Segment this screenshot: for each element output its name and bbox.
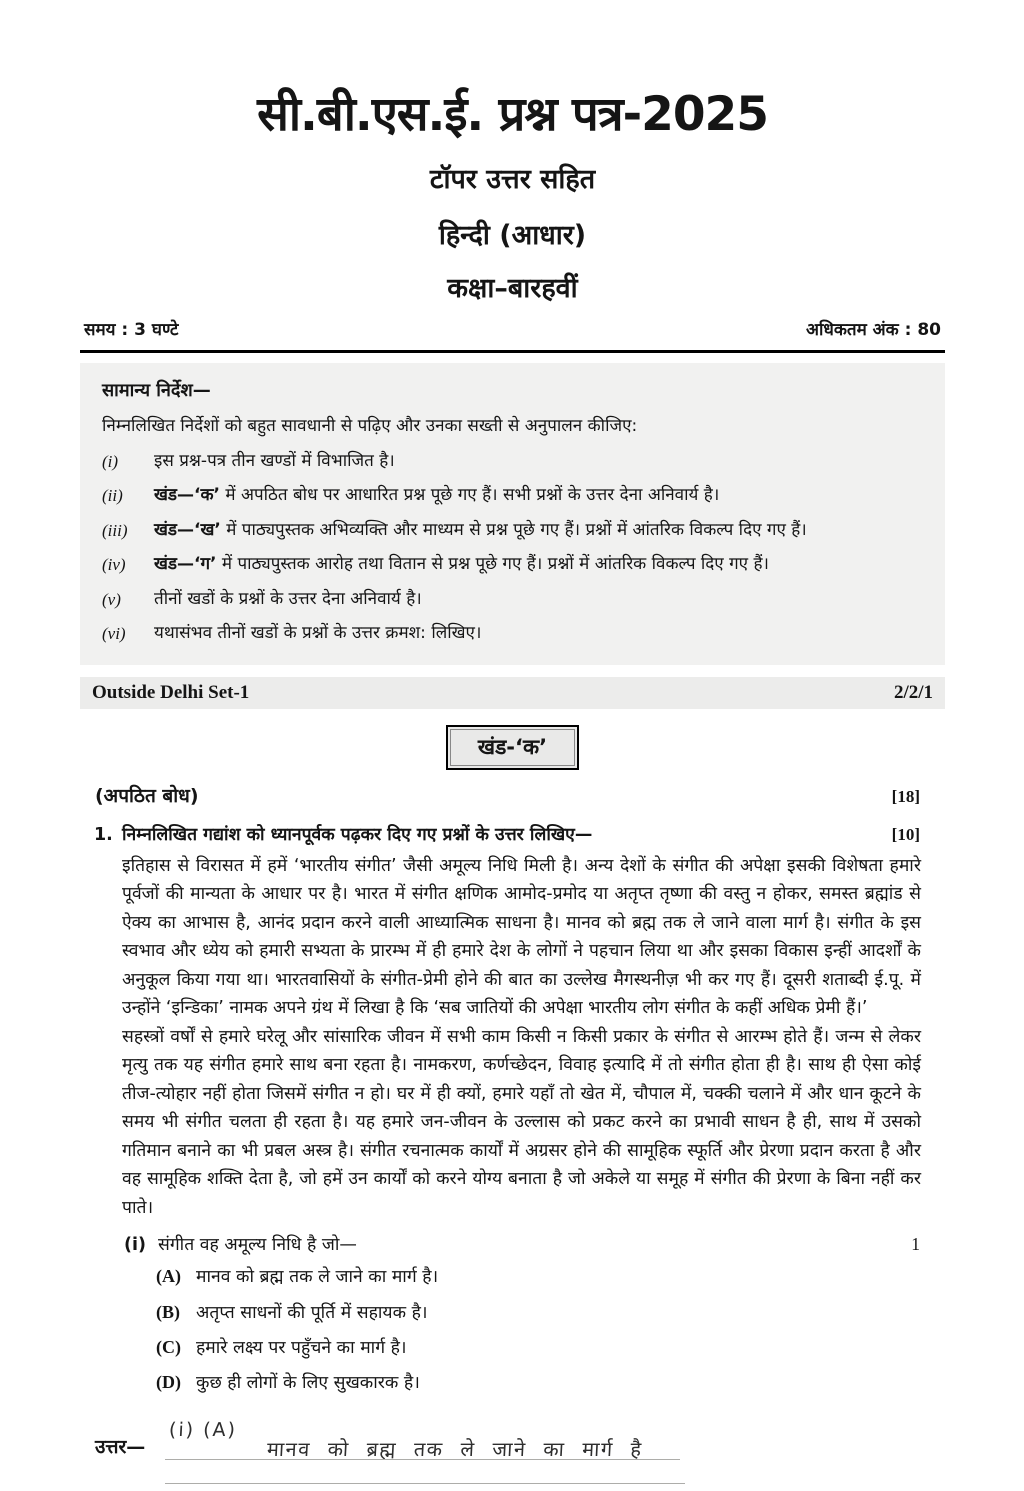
handwritten-answer-text: मानव को ब्रह्म तक ले जाने का मार्ग है <box>266 1436 644 1461</box>
ruled-line-2 <box>165 1483 685 1484</box>
title-block <box>80 88 945 305</box>
subquestion-i-row <box>80 1232 945 1256</box>
instruction-text: इस प्रश्न-पत्र तीन खण्डों में विभाजित है। <box>154 450 395 471</box>
time-allowed: समय : 3 घण्टे <box>84 320 179 341</box>
subquestion-marks: 1 <box>911 1234 920 1255</box>
general-instructions-box <box>80 363 945 665</box>
horizontal-rule <box>80 350 945 353</box>
instruction-item-5 <box>102 587 923 613</box>
handwritten-answer-number: (i) (A) <box>168 1418 238 1441</box>
unseen-passage <box>122 852 921 1223</box>
answer-row <box>80 1419 945 1491</box>
passage-paragraph-2: सहस्त्रों वर्षों से हमारे घरेलू और सांसारिक जीवन में सभी काम किसी न किसी प्रकार के संगीत से आरम्भ होते हैं। जन्म से लेकर मृत्यु तक यह संगीत हमारे साथ बना रहता है। नामकरण, कर्णच्छेदन, विवाह इत्यादि में तो संगीत होता ही है। साथ ही ऐसा कोई तीज-त्योहार नहीं होता जिसमें संगीत न हो। घर में ही क्यों, हमारे यहाँ तो खेत में, चौपाल में, चक्की चलाने में और धान कूटने के समय भी संगीत चलता ही रहता है। यह हमारे जन-जीवन के उल्लास को प्रकट करने का प्रभावी साधन है ही, साथ में उसको गतिमान बनाने का भी प्रबल अस्त्र है। संगीत रचनात्मक कार्यों में अग्रसर होने की सामूहिक स्फूर्ति और प्रेरणा प्रदान करता है और वह सामूहिक शक्ति देता है, जो हमें उन कार्यों को करने योग्य बनाता है जो अकेले या समूह में संगीत की प्रेरणा के बिना नहीं कर पाते। <box>122 1026 921 1218</box>
instruction-bold: खंड—‘ग’ <box>154 554 217 575</box>
instruction-text: में अपठित बोध पर आधारित प्रश्न पूछे गए हैं। सभी प्रश्नों के उत्तर देना अनिवार्य है। <box>219 485 720 506</box>
instruction-item-3 <box>102 518 923 544</box>
meta-row <box>80 317 945 340</box>
instruction-text: यथासंभव तीनों खडों के प्रश्नों के उत्तर क्रमश: लिखिए। <box>154 623 482 644</box>
instruction-number: (v) <box>102 589 121 609</box>
option-b <box>156 1299 945 1327</box>
maximum-marks: अधिकतम अंक : 80 <box>805 320 941 341</box>
question-1-row <box>80 822 945 846</box>
instructions-heading: सामान्य निर्देश— <box>102 380 211 402</box>
option-label: (A) <box>156 1266 181 1287</box>
instruction-bold: खंड—‘ख’ <box>154 519 221 540</box>
option-text: हमारे लक्ष्य पर पहुँचने का मार्ग है। <box>196 1337 407 1358</box>
instruction-item-1 <box>102 449 923 475</box>
instruction-item-4 <box>102 552 923 578</box>
option-text: अतृप्त साधनों की पूर्ति में सहायक है। <box>196 1302 428 1323</box>
option-label: (D) <box>156 1371 181 1392</box>
instruction-text: में पाठ्यपुस्तक अभिव्यक्ति और माध्यम से प्रश्न पूछे गए हैं। प्रश्नों में आंतरिक विकल्प दिए गए हैं। <box>220 519 807 540</box>
handwritten-answer-area <box>165 1419 725 1491</box>
instruction-number: (iii) <box>102 520 128 540</box>
instruction-text: में पाठ्यपुस्तक आरोह तथा वितान से प्रश्न पूछे गए हैं। प्रश्नों में आंतरिक विकल्प दिए गए हैं। <box>216 554 769 575</box>
subsection-row <box>80 782 945 808</box>
instruction-number: (i) <box>102 451 119 471</box>
subquestion-text: संगीत वह अमूल्य निधि है जो— <box>158 1235 357 1256</box>
option-d <box>156 1369 945 1397</box>
option-c <box>156 1334 945 1362</box>
option-label: (C) <box>156 1336 181 1357</box>
instruction-number: (vi) <box>102 624 126 644</box>
paper-class: कक्षा–बारहवीं <box>447 272 578 304</box>
option-a <box>156 1263 945 1291</box>
option-text: मानव को ब्रह्म तक ले जाने का मार्ग है। <box>196 1267 439 1288</box>
subsection-title: (अपठित बोध) <box>95 784 199 807</box>
instruction-number: (ii) <box>102 486 123 506</box>
options-list <box>156 1263 945 1397</box>
section-a-box: खंड-‘क’ <box>446 725 579 770</box>
paper-code: 2/2/1 <box>893 681 933 703</box>
question-marks: [10] <box>891 824 920 844</box>
subquestion-label: (i) <box>124 1235 146 1256</box>
set-name: Outside Delhi Set-1 <box>92 681 250 703</box>
set-bar <box>80 677 945 709</box>
instruction-bold: खंड—‘क’ <box>154 485 220 506</box>
instruction-item-6 <box>102 621 923 647</box>
section-box-wrap <box>80 725 945 770</box>
instruction-text: तीनों खडों के प्रश्नों के उत्तर देना अनिवार्य है। <box>154 588 422 609</box>
passage-paragraph-1: इतिहास से विरासत में हमें ‘भारतीय संगीत’ जैसी अमूल्य निधि मिली है। अन्य देशों के संगीत की अपेक्षा इसकी विशेषता हमारे पूर्वजों की मान्यता के आधार पर है। भारत में संगीत क्षणिक आमोद-प्रमोद या अतृप्त तृष्णा की वस्तु न होकर, समस्त ब्रह्मांड से ऐक्य का आभास है, आनंद प्रदान करने वाली आध्यात्मिक साधना है। मानव को ब्रह्म तक ले जाने वाला मार्ग है। संगीत के इस स्वभाव और ध्येय को हमारी सभ्यता के प्रारम्भ में ही हमारे देश के लोगों ने पहचान लिया था और इसका विकास इन्हीं आदर्शों के अनुकूल किया गया था। भारतवासियों के संगीत-प्रेमी होने की बात का उल्लेख मैगस्थनीज़ भी कर गए हैं। दूसरी शताब्दी ई.पू. में उन्होंने ‘इन्डिका’ नामक अपने ग्रंथ में लिखा है कि ‘सब जातियों की अपेक्षा भारतीय लोग संगीत के कहीं अधिक प्रेमी हैं।’ <box>122 855 921 1019</box>
paper-subtitle-topper: टॉपर उत्तर सहित <box>429 164 596 196</box>
instructions-intro: निम्नलिखित निर्देशों को बहुत सावधानी से पढ़िए और उनका सख्ती से अनुपालन कीजिए: <box>102 416 638 437</box>
question-stem: निम्नलिखित गद्यांश को ध्यानपूर्वक पढ़कर दिए गए प्रश्नों के उत्तर लिखिए— <box>122 824 593 845</box>
answer-label: उत्तर— <box>95 1435 146 1458</box>
instruction-item-2 <box>102 483 923 509</box>
option-label: (B) <box>156 1301 180 1322</box>
paper-title: सी.बी.एस.ई. प्रश्न पत्र-2025 <box>257 87 768 142</box>
paper-subject: हिन्दी (आधार) <box>438 220 587 252</box>
ruled-line-1 <box>165 1459 680 1460</box>
option-text: कुछ ही लोगों के लिए सुखकारक है। <box>196 1372 420 1393</box>
question-number: 1. <box>94 824 113 845</box>
subsection-marks: [18] <box>891 786 920 806</box>
instruction-number: (iv) <box>102 555 126 575</box>
